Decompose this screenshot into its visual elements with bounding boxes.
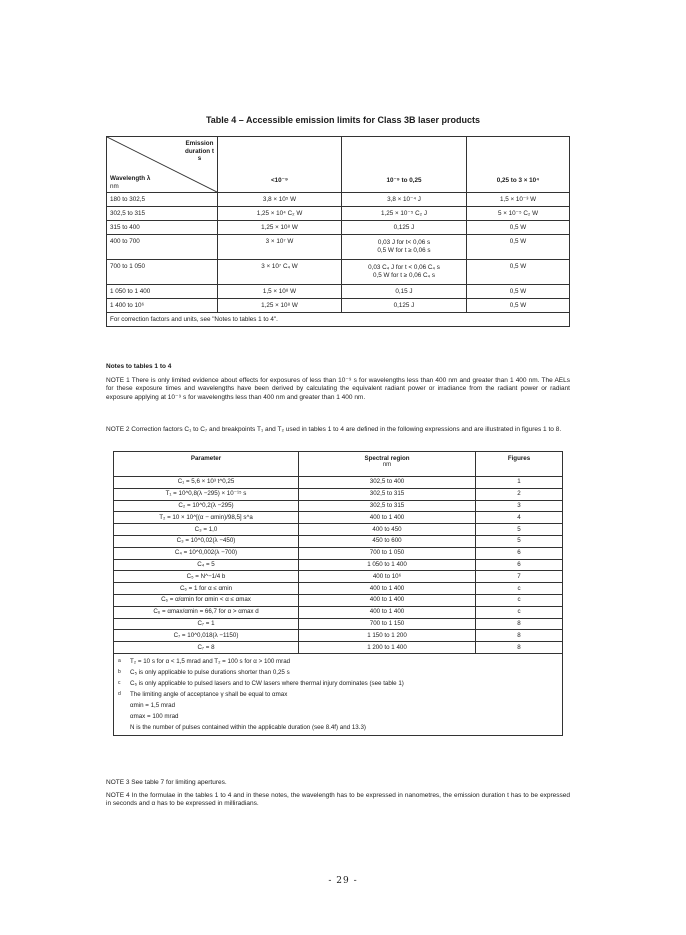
region-cell: 400 to 1 400 (299, 606, 476, 618)
col-header: <10⁻⁹ (218, 137, 342, 193)
emission-duration-label: Emission duration t s (184, 140, 214, 162)
value-cell: 0,5 W (467, 285, 570, 299)
figure-cell: 7 (476, 571, 563, 583)
col-header-parameter: Parameter (114, 452, 299, 477)
value-cell: 0,5 W (467, 235, 570, 260)
table-row (107, 207, 570, 221)
figure-cell: 4 (476, 512, 563, 524)
footnote-text: αmax = 100 mrad (130, 712, 179, 720)
table4 (106, 136, 570, 327)
figure-cell: c (476, 583, 563, 595)
note-3: NOTE 3 See table 7 for limiting apertures. (106, 779, 227, 786)
col-header: 10⁻⁹ to 0,25 (342, 137, 467, 193)
value-cell: 5 × 10⁻⁵ C₂ W (467, 207, 570, 221)
footnote-line (118, 722, 558, 733)
value-cell: 0,125 J (342, 299, 467, 313)
value-cell: 1,25 × 10⁸ W (218, 221, 342, 235)
value-line: 0,5 W for t ≥ 0,06 C₄ s (372, 272, 436, 279)
wavelength-cell: 400 to 700 (107, 235, 218, 260)
figure-cell: c (476, 606, 563, 618)
value-cell: 3,8 × 10⁻⁴ J (342, 193, 467, 207)
table4-corner-cell (107, 137, 218, 193)
value-cell: 0,5 W (467, 299, 570, 313)
footnote-text: The limiting angle of acceptance γ shall be equal to αmax (130, 690, 288, 698)
value-cell: 3 × 10⁷ C₄ W (218, 260, 342, 285)
footnote-key: d (118, 690, 121, 697)
footnote-line (118, 667, 558, 678)
notes-heading: Notes to tables 1 to 4 (106, 363, 172, 370)
value-cell: 3 × 10⁷ W (218, 235, 342, 260)
figure-cell: 3 (476, 500, 563, 512)
parameter-footnotes (114, 653, 563, 735)
value-line: 0,03 C₄ J for t < 0,06 C₄ s (368, 264, 440, 271)
parameter-cell: C₃ = 10^0,02(λ −450) (114, 535, 299, 547)
region-cell: 400 to 1 400 (299, 583, 476, 595)
parameter-cell: C₇ = 8 (114, 642, 299, 654)
param-row (114, 630, 563, 642)
param-row (114, 618, 563, 630)
region-cell: 450 to 600 (299, 535, 476, 547)
figure-cell: c (476, 594, 563, 606)
parameter-cell: C₇ = 10^0,018(λ −1150) (114, 630, 299, 642)
region-cell: 1 050 to 1 400 (299, 559, 476, 571)
wavelength-cell: 180 to 302,5 (107, 193, 218, 207)
parameter-table (113, 451, 563, 736)
footnote-line (118, 678, 558, 689)
page-number: - 29 - (328, 876, 358, 886)
value-cell (342, 235, 467, 260)
param-row (114, 477, 563, 489)
footnote-key (118, 700, 130, 711)
footnote-line (118, 656, 558, 667)
wavelength-label: Wavelength λ nm (110, 175, 151, 190)
param-row (114, 559, 563, 571)
region-cell: 1 200 to 1 400 (299, 642, 476, 654)
parameter-cell: C₁ = 5,6 × 10³ t^0,25 (114, 477, 299, 489)
footnote-key: c (118, 679, 121, 686)
region-cell: 302,5 to 315 (299, 488, 476, 500)
footnote-line (118, 700, 558, 711)
figure-cell: 1 (476, 477, 563, 489)
parameter-cell: C₆ = 1 for α ≤ αmin (114, 583, 299, 595)
param-row (114, 535, 563, 547)
value-cell: 1,25 × 10⁴ C₂ W (218, 207, 342, 221)
parameter-cell: C₂ = 10^0,2(λ −295) (114, 500, 299, 512)
footnote-text: C₆ is only applicable to pulsed lasers and to CW lasers where thermal injury dominates (see table 1) (130, 679, 404, 687)
param-row (114, 547, 563, 559)
parameter-cell: C₆ = α/αmin for αmin < α ≤ αmax (114, 594, 299, 606)
footnote-text: C₅ is only applicable to pulse durations shorter than 0,25 s (130, 668, 290, 676)
value-cell: 0,15 J (342, 285, 467, 299)
table4-title: Table 4 – Accessible emission limits for Class 3B laser products (205, 115, 481, 125)
table-row (107, 235, 570, 260)
footnote-line (118, 689, 558, 700)
figure-cell: 6 (476, 547, 563, 559)
param-row (114, 500, 563, 512)
value-cell: 1,25 × 10⁸ W (218, 299, 342, 313)
parameter-cell: C₆ = αmax/αmin = 66,7 for α > αmax d (114, 606, 299, 618)
value-line: 0,5 W for t ≥ 0,06 s (377, 247, 431, 254)
table4-footnote: For correction factors and units, see "Notes to tables 1 to 4". (107, 313, 570, 327)
figure-cell: 2 (476, 488, 563, 500)
col-header-spectral-region: Spectral region nm (299, 452, 476, 477)
table-row (107, 299, 570, 313)
region-cell: 400 to 1 400 (299, 594, 476, 606)
value-cell (342, 260, 467, 285)
value-cell: 0,5 W (467, 221, 570, 235)
parameter-cell: C₄ = 5 (114, 559, 299, 571)
footnote-key: b (118, 668, 121, 675)
figure-cell: 5 (476, 535, 563, 547)
value-cell: 1,5 × 10⁸ W (218, 285, 342, 299)
value-line: 0,03 J for t< 0,06 s (377, 239, 431, 246)
footnote-key (118, 711, 130, 722)
value-cell: 0,125 J (342, 221, 467, 235)
wavelength-cell: 1 400 to 10⁶ (107, 299, 218, 313)
region-cell: 400 to 450 (299, 524, 476, 536)
region-cell: 302,5 to 400 (299, 477, 476, 489)
parameter-cell: C₇ = 1 (114, 618, 299, 630)
figure-cell: 6 (476, 559, 563, 571)
col-header: 0,25 to 3 × 10⁴ (467, 137, 570, 193)
param-row (114, 512, 563, 524)
note-1: NOTE 1 There is only limited evidence about effects for exposures of less than 10⁻⁹ s for wavelengths less than 400 nm and greater than 1 400 nm. The AELs for these exposure times and wavelengths have been derived by calculating the equivalent radiant power or irradiance from the radiant power or radiant exposure applying at 10⁻⁹ s for wavelengths less than 400 nm and greater than 1 400 nm. (106, 377, 570, 401)
parameter-cell: C₄ = 10^0,002(λ −700) (114, 547, 299, 559)
value-cell: 3,8 × 10⁵ W (218, 193, 342, 207)
wavelength-cell: 1 050 to 1 400 (107, 285, 218, 299)
col-header-figures: Figures (476, 452, 563, 477)
table-row (107, 285, 570, 299)
footnote-line (118, 711, 558, 722)
figure-cell: 8 (476, 630, 563, 642)
param-row (114, 571, 563, 583)
note-2: NOTE 2 Correction factors C₁ to C₇ and breakpoints T₁ and T₂ used in tables 1 to 4 are defined in the following expressions and are illustrated in figures 1 to 8. (106, 426, 562, 433)
parameter-cell: T₁ = 10^0,8(λ −295) × 10⁻¹⁵ s (114, 488, 299, 500)
param-row (114, 583, 563, 595)
value-cell: 1,25 × 10⁻⁵ C₂ J (342, 207, 467, 221)
footnote-key (118, 722, 130, 733)
table-row (107, 260, 570, 285)
footnote-text: αmin = 1,5 mrad (130, 701, 176, 709)
value-cell: 0,5 W (467, 260, 570, 285)
wavelength-cell: 700 to 1 050 (107, 260, 218, 285)
region-cell: 700 to 1 150 (299, 618, 476, 630)
param-row (114, 594, 563, 606)
wavelength-cell: 302,5 to 315 (107, 207, 218, 221)
figure-cell: 8 (476, 642, 563, 654)
region-cell: 400 to 1 400 (299, 512, 476, 524)
parameter-cell: T₂ = 10 × 10^[(α − αmin)/98,5] s^a (114, 512, 299, 524)
region-cell: 700 to 1 050 (299, 547, 476, 559)
footnote-text: N is the number of pulses contained within the applicable duration (see 8.4f) and 13.3) (130, 723, 366, 731)
region-cell: 400 to 10⁶ (299, 571, 476, 583)
table-row (107, 193, 570, 207)
figure-cell: 8 (476, 618, 563, 630)
param-row (114, 524, 563, 536)
figure-cell: 5 (476, 524, 563, 536)
parameter-cell: C₅ = N^−1/4 b (114, 571, 299, 583)
param-row (114, 488, 563, 500)
region-cell: 302,5 to 315 (299, 500, 476, 512)
parameter-cell: C₃ = 1,0 (114, 524, 299, 536)
wavelength-cell: 315 to 400 (107, 221, 218, 235)
footnote-key: a (118, 657, 121, 664)
region-cell: 1 150 to 1 200 (299, 630, 476, 642)
value-cell: 1,5 × 10⁻³ W (467, 193, 570, 207)
param-row (114, 642, 563, 654)
footnote-text: T₂ = 10 s for α < 1,5 mrad and T₂ = 100 s for α > 100 mrad (130, 657, 291, 665)
note-4: NOTE 4 In the formulae in the tables 1 to 4 and in these notes, the wavelength has to be expressed in nanometres, the emission duration t has to be expressed in seconds and α has to be expressed in milliradians. (106, 792, 570, 808)
param-row (114, 606, 563, 618)
table-row (107, 221, 570, 235)
